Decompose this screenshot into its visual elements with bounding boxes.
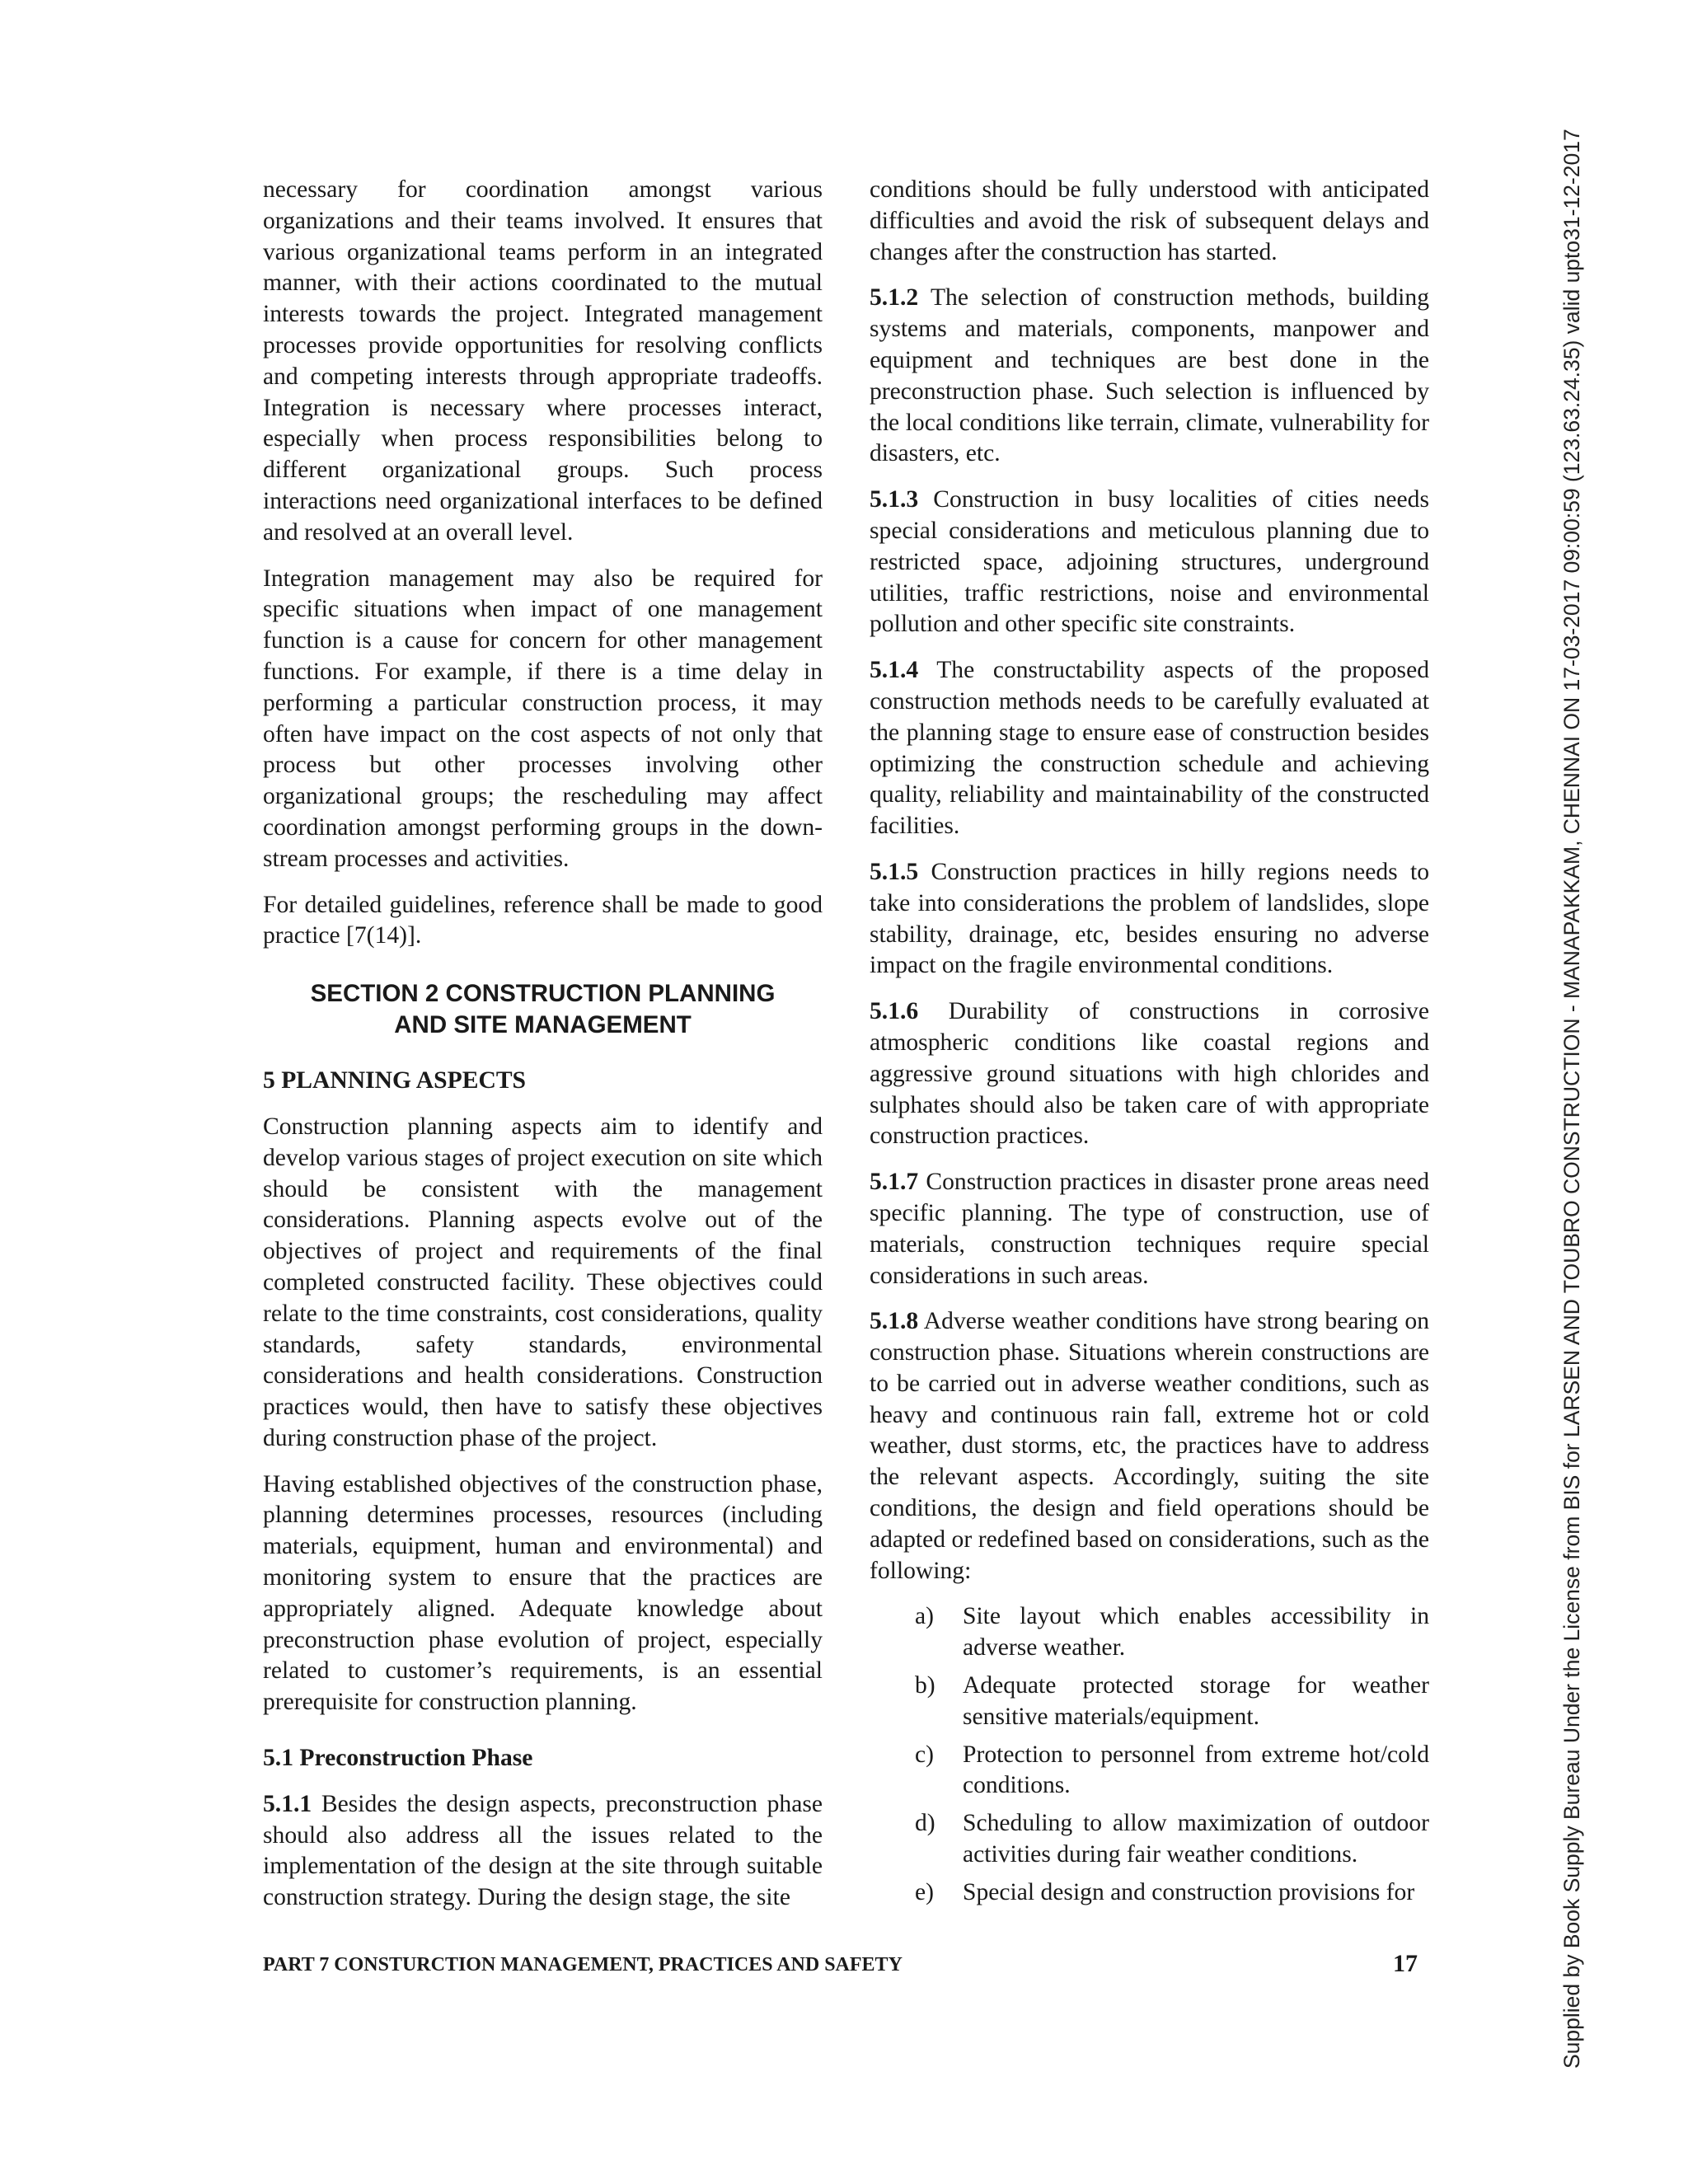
clause-number: 5.1.6	[870, 998, 919, 1025]
list-item: b) Adequate protected storage for weather sensitive materials/equipment.	[915, 1672, 1429, 1730]
paragraph: For detailed guidelines, reference shall be made to good practice [7(14)].	[263, 891, 823, 949]
list-marker: c)	[915, 1741, 934, 1768]
list-marker: b)	[915, 1672, 935, 1699]
clause-number: 5.1.7	[870, 1169, 919, 1196]
clause-5-1-2: 5.1.2 The selection of construction methods, building systems and materials, components, manpower and equipment and techniques are best done in the preconstruction phase. Such selection is influenced by the local conditions like terrain, climate, vulnerability for disasters, etc.	[870, 284, 1429, 467]
clause-number: 5.1.1	[263, 1790, 312, 1817]
paragraph: Having established objectives of the construction phase, planning determines processes, resources (including materials, equipment, human and environmental) and monitoring system to ensure that the practices are appropriately aligned. Adequate knowledge about preconstruction phase evolution of project, especially related to customer’s requirements, is an essential prerequisite for construction planning.	[263, 1470, 823, 1716]
paragraph: Construction planning aspects aim to identify and develop various stages of project execution on site which should be consistent with the management considerations. Planning aspects evolve out of the objectives of project and requirements of the final completed constructed facility. These objectives could relate to the time constraints, cost considerations, quality standards, safety standards, environmental considerations and health considerations. Construction practices would, then have to satisfy these objectives during construction phase of the project.	[263, 1113, 823, 1451]
paragraph: conditions should be fully understood with anticipated difficulties and avoid the risk of subsequent delays and changes after the construction has started.	[870, 176, 1429, 265]
list-marker: a)	[915, 1603, 934, 1630]
list-item: a) Site layout which enables accessibility in adverse weather.	[915, 1603, 1429, 1661]
list-item: e) Special design and construction provisions for	[870, 1877, 1429, 1909]
clause-number: 5.1.2	[870, 284, 919, 312]
clause-heading-5-1: 5.1 Preconstruction Phase	[263, 1745, 533, 1772]
left-column	[263, 175, 823, 1929]
clause-5-1-1: 5.1.1 Besides the design aspects, preconstruction phase should also address all the issues related to the implementation of the design at the site through suitable construction strategy. During the design stage, the site	[263, 1790, 823, 1911]
clause-5-1-8: 5.1.8 Adverse weather conditions have strong bearing on construction phase. Situations wherein constructions are to be carried out in adverse weather conditions, such as heavy and continuous rain fall, extreme hot or cold weather, dust storms, etc, the practices have to address the relevant aspects. Accordingly, suiting the site conditions, the design and field operations should be adapted or redefined based on considerations, such as the following:	[870, 1308, 1429, 1584]
list-marker: d)	[915, 1810, 935, 1837]
clause-5-1-4: 5.1.4 The constructability aspects of the proposed construction methods needs to be carefully evaluated at the planning stage to ensure ease of construction besides optimizing the construction schedule and achieving quality, reliability and maintainability of the constructed facilities.	[870, 657, 1429, 840]
clause-number: 5.1.4	[870, 657, 919, 684]
clause-5-1-6: 5.1.6 Durability of constructions in corrosive atmospheric conditions like coastal regions and aggressive ground situations with high chlorides and sulphates should also be taken care of with appropriate construction practices.	[870, 998, 1429, 1150]
paragraph: Integration management may also be required for specific situations when impact of one management function is a cause for concern for other management functions. For example, if there is a time delay in performing a particular construction process, it may often have impact on the cost aspects of not only that process but other processes involving other organizational groups; the rescheduling may affect coordination amongst performing groups in the down-stream processes and activities.	[263, 565, 823, 872]
clause-number: 5.1.3	[870, 486, 919, 513]
clause-5-1-3: 5.1.3 Construction in busy localities of cities needs special considerations and meticulous planning due to restricted space, adjoining structures, underground utilities, traffic restrictions, noise and environmental pollution and other specific site constraints.	[870, 486, 1429, 638]
considerations-list	[870, 1601, 1429, 1908]
list-marker: e)	[915, 1878, 934, 1905]
clause-number: 5.1.8	[870, 1308, 919, 1335]
clause-5-1-7: 5.1.7 Construction practices in disaster prone areas need specific planning. The type of construction, use of materials, construction techniques require special considerations in such areas.	[870, 1169, 1429, 1289]
license-watermark-side: Supplied by Book Supply Bureau Under the License from BIS for LARSEN AND TOUBRO CONSTRUCTION - MANAPAKKAM, CHENNAI ON 17-03-2017 09:00:59 (123.63.24.35) valid upto31-12-2017	[1559, 129, 1584, 2069]
footer-part-title: PART 7 CONSTURCTION MANAGEMENT, PRACTICES AND SAFETY	[263, 1954, 903, 1975]
page-number: 17	[1393, 1950, 1418, 1977]
clause-heading-5: 5 PLANNING ASPECTS	[263, 1067, 527, 1094]
right-column	[870, 175, 1429, 1915]
section-heading: SECTION 2 CONSTRUCTION PLANNING AND SITE MANAGEMENT	[310, 980, 776, 1039]
list-item: d) Scheduling to allow maximization of outdoor activities during fair weather conditions.	[915, 1810, 1429, 1868]
clause-number: 5.1.5	[870, 858, 919, 885]
paragraph: necessary for coordination amongst various organizations and their teams involved. It ensures that various organizational teams perform in an integrated manner, with their actions coordinated to the mutual interests towards the project. Integrated management processes provide opportunities for resolving conflicts and competing interests through appropriate tradeoffs. Integration is necessary where processes interact, especially when process responsibilities belong to different organizational groups. Such process interactions need organizational interfaces to be defined and resolved at an overall level.	[263, 176, 823, 546]
clause-5-1-5: 5.1.5 Construction practices in hilly regions needs to take into considerations the problem of landslides, slope stability, drainage, etc, besides ensuring no adverse impact on the fragile environmental conditions.	[870, 858, 1429, 979]
list-item: c) Protection to personnel from extreme hot/cold conditions.	[915, 1741, 1429, 1799]
